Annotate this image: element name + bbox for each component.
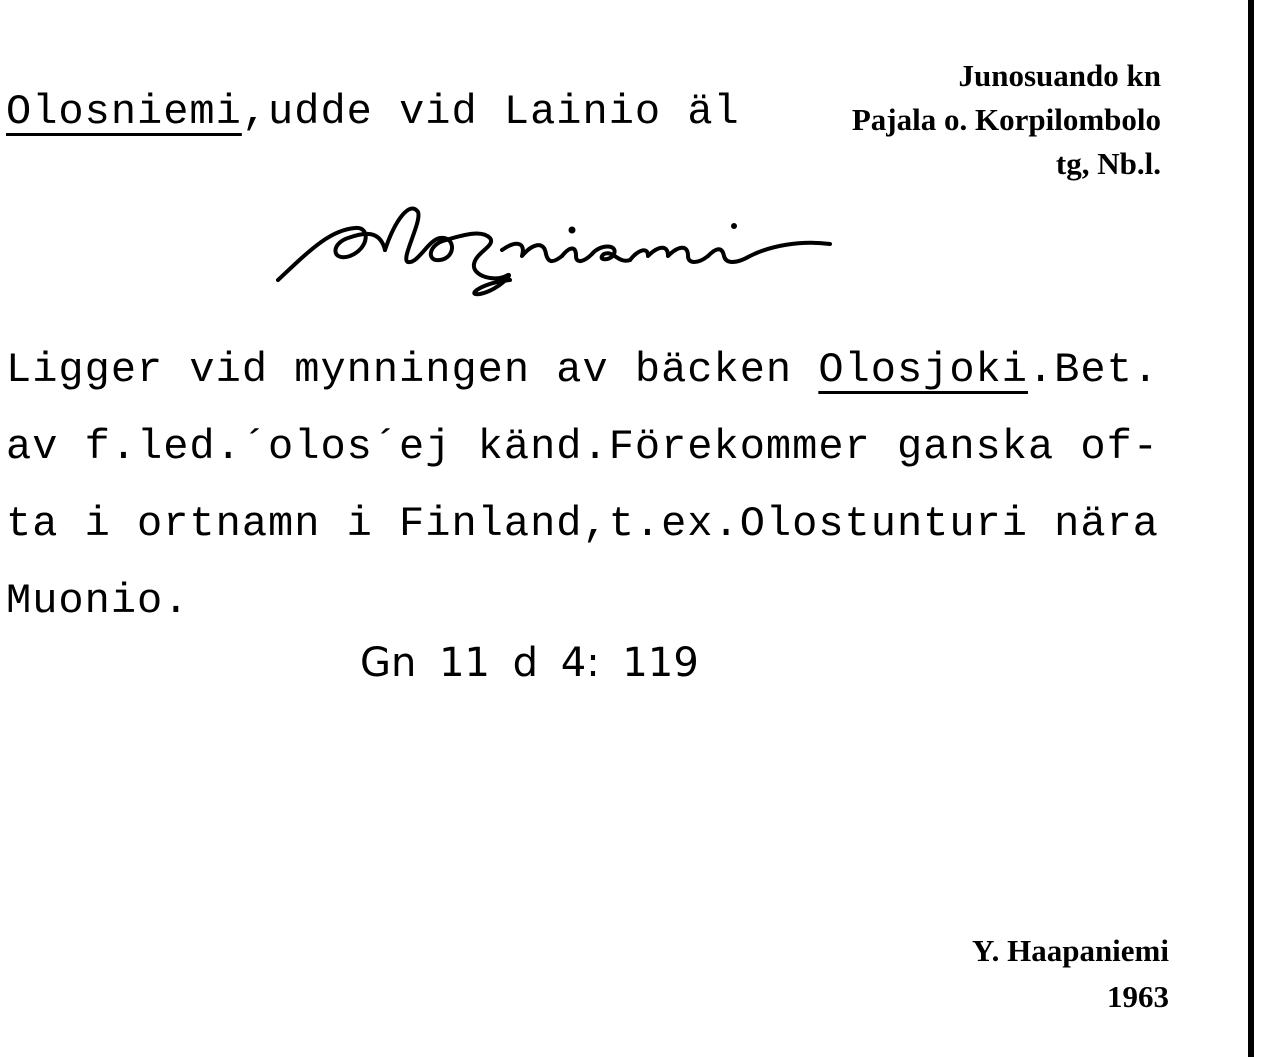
place-municipality: Junosuando kn: [958, 58, 1161, 93]
author-name: Y. Haapaniemi: [972, 933, 1169, 968]
body-line-4: Muonio.: [6, 577, 190, 625]
card-edge: [1248, 0, 1254, 1057]
body-line-1: [6, 332, 1236, 409]
card-body: [6, 332, 1236, 640]
stream-name: Olosjoki: [818, 346, 1028, 394]
place-block: [848, 54, 1161, 186]
body-line-2: av f.led.´olos´ej känd.Förekommer ganska of-: [6, 423, 1159, 471]
handwritten-name-signature: [270, 190, 850, 310]
headword-description: ,udde vid Lainio äl: [241, 88, 740, 136]
body-line-1-text: Ligger vid mynningen av bäcken: [6, 346, 819, 394]
place-parish: Pajala o. Korpilombolo: [851, 102, 1161, 137]
body-line-1-end: .Bet.: [1027, 346, 1159, 394]
headword-name: Olosniemi: [6, 88, 242, 136]
headword-line: [6, 88, 740, 136]
signature-block: [972, 928, 1169, 1020]
body-line-3: ta i ortnamn i Finland,t.ex.Olostunturi nära: [6, 500, 1159, 548]
place-map-sheet: tg, Nb.l.: [1055, 146, 1161, 181]
archive-reference: Gn 11 d 4: 119: [360, 640, 699, 686]
year: 1963: [1107, 979, 1169, 1014]
